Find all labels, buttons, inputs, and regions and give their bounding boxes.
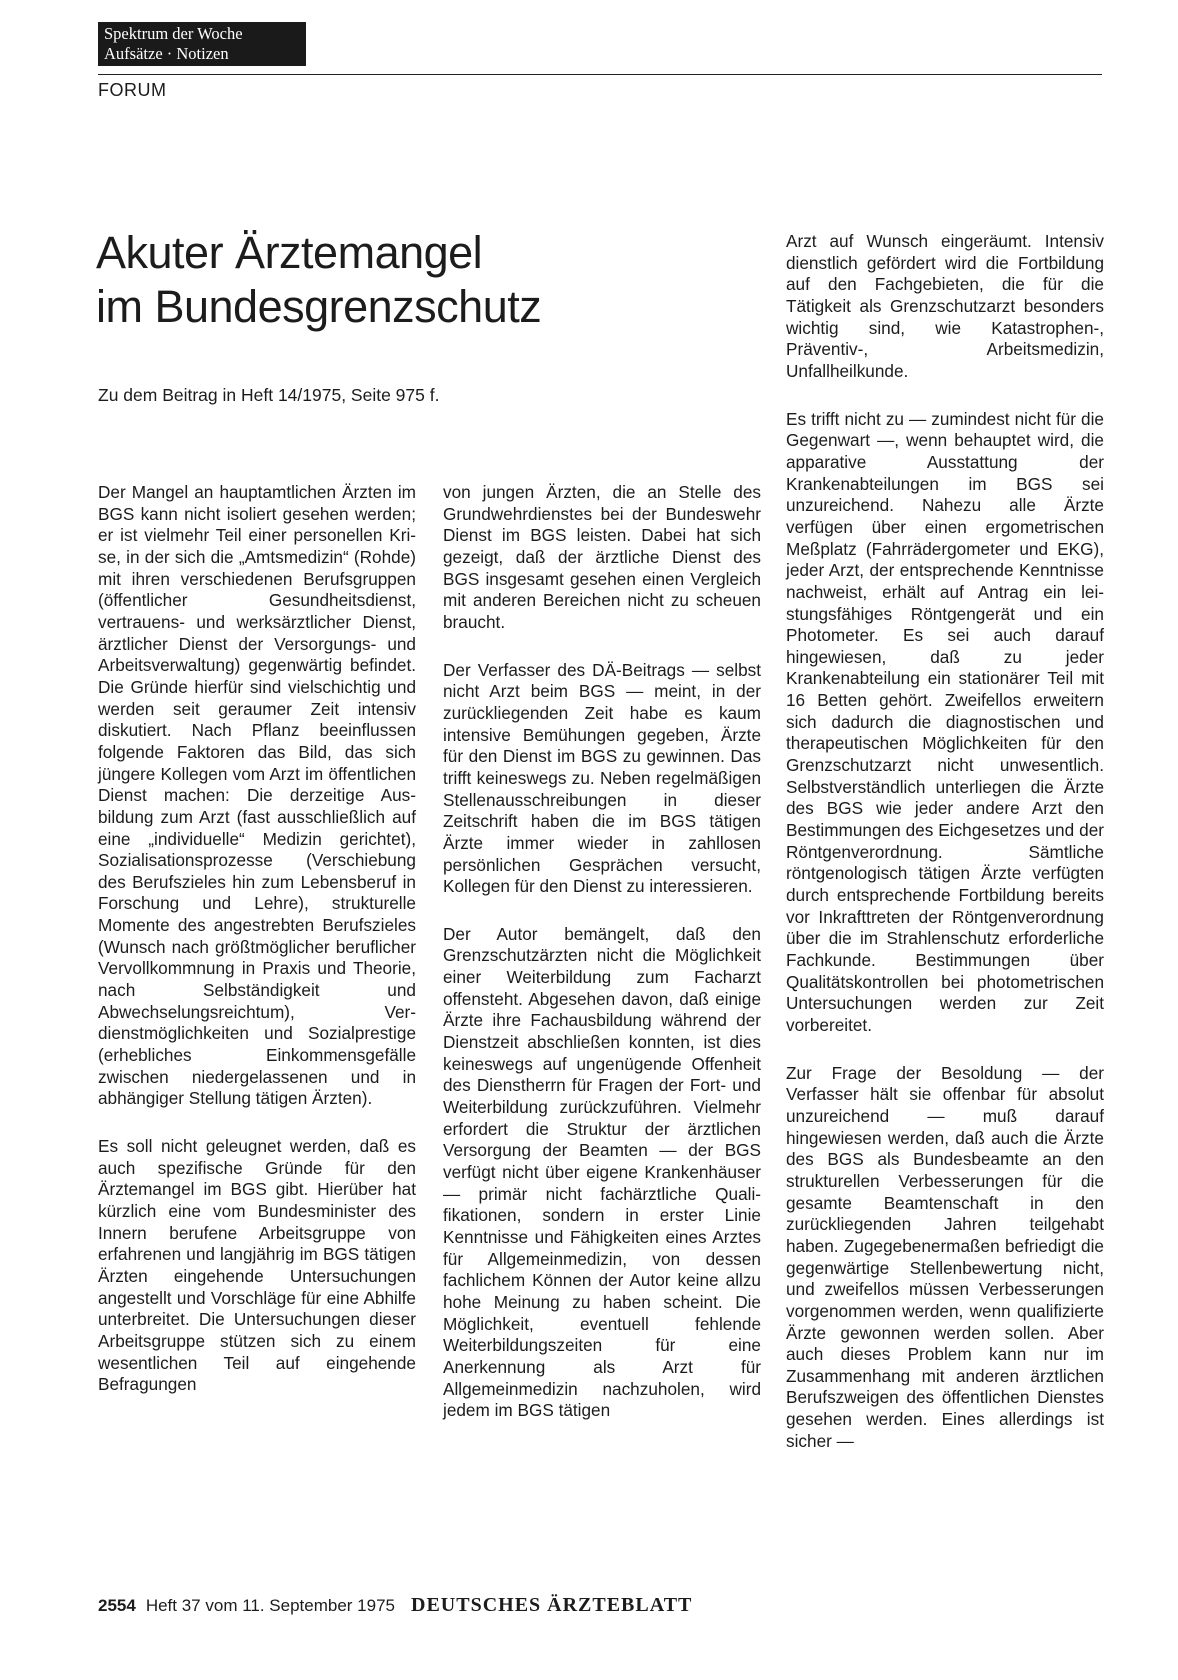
section-label: FORUM — [98, 80, 167, 100]
issue-info: Heft 37 vom 11. September 1975 — [145, 1596, 395, 1615]
section-badge — [98, 22, 306, 66]
paragraph: Der Autor bemängelt, daß den Grenzschutzärzten nicht die Möglichkeit einer Weiterbildung zum Facharzt offensteht. Abgesehen davon, daß einige Ärzte ihre Fachausbildung während der Dienstzeit abschließen konnten, ist dies keineswegs auf ungenügende Offenheit des Dienstherrn für Fragen der Fort- und Weiterbildung zurückzuführen. Vielmehr erfordert die Struktur der ärztlichen Versorgung der Beamten — der BGS verfügt nicht über eigene Krankenhäuser — primär nicht fachärztliche Qualifikationen, sondern in erster Linie Kenntnisse und Fähigkeiten eines Arztes für Allgemeinmedizin, von dessen fachlichem Können der Autor keine allzu hohe Meinung zu haben scheint. Die Möglichkeit, eventuell fehlende Weiterbildungszeiten für eine Anerkennung als Arzt für Allgemeinmedizin nachzuholen, wird jedem im BGS tätigen — [443, 923, 761, 1421]
paragraph: von jungen Ärzten, die an Stelle des Grundwehrdienstes bei der Bundeswehr Dienst im BGS leisten. Dabei hat sich gezeigt, daß der ärztliche Dienst des BGS insgesamt gesehen einen Vergleich mit anderen Bereichen nicht zu scheuen braucht. — [443, 482, 761, 632]
paragraph: Arzt auf Wunsch eingeräumt. Intensiv dienstlich gefördert wird die Fortbildung auf den Fachgebieten, die für die Tätigkeit als Grenzschutzarzt besonders wichtig sind, wie Katastrophen-, Präventiv-, Arbeitsmedizin, Unfallheilkunde. — [786, 231, 1104, 381]
paragraph: Es trifft nicht zu — zumindest nicht für die Gegenwart —, wenn behauptet wird, die apparative Ausstattung der Krankenabteilungen im BGS sei unzureichend. Nahezu alle Ärzte verfügen über einen ergometrischen Meßplatz (Fahrrädergometer und EKG), jeder Arzt, der entsprechende Kenntnisse nachweist, erhält auf Antrag ein leistungsfähiges Röntgengerät und ein Photometer. Es sei auch darauf hingewiesen, daß zu jeder Krankenabteilung ein stationärer Teil mit 16 Betten gehört. Zweifellos erweitern sich dadurch die diagnostischen und therapeutischen Möglichkeiten für den Grenzschutzarzt nicht unwesentlich. Selbstverständlich unterliegen die Ärzte des BGS wie jeder andere Arzt den Bestimmungen des Eichgesetzes und der Röntgenverordnung. Sämtliche röntgenologisch tätigen Ärzte verfügten durch entsprechende Fortbildung bereits vor Inkrafttreten der Röntgenverordnung über die im Strahlenschutz erforderliche Fachkunde. Bestimmungen über Qualitätskontrollen bei photometrischen Untersuchungen werden zur Zeit vorbereitet. — [786, 408, 1104, 1035]
paragraph: Zur Frage der Besoldung — der Verfasser hält sie offenbar für absolut unzureichend — muß darauf hingewiesen werden, daß auch die Ärzte des BGS als Bundesbeamte an den strukturellen Verbesserungen für die gesamte Beamtenschaft in den zurückliegenden Jahren teilgehabt haben. Zugegebenermaßen befriedigt die gegenwärtige Stellenbewertung nicht, und zweifellos müssen Verbesserungen vorgenommen werden, wenn qualifizierte Ärzte gewonnen werden sollen. Aber auch dieses Problem kann nur im Zusammenhang mit anderen ärztlichen Berufszweigen des öffentlichen Dienstes gesehen werden. Eines allerdings ist sicher — — [786, 1062, 1104, 1451]
paragraph: Der Mangel an hauptamtlichen Ärzten im BGS kann nicht isoliert gesehen werden; er ist vielmehr Teil einer personellen Krise, in der sich die „Amtsmedizin“ (Rohde) mit ihren verschiedenen Berufsgruppen (öffentlicher Gesundheitsdienst, vertrauens- und werksärztlicher Dienst, ärztlicher Dienst der Versorgungs- und Arbeitsverwaltung) gegenwärtig befindet. Die Gründe hierfür sind vielschichtig und werden seit geraumer Zeit intensiv diskutiert. Nach Pflanz beeinflussen folgende Faktoren das Bild, das sich jüngere Kollegen vom Arzt im öffentlichen Dienst machen: Die derzeitige Ausbildung zum Arzt (fast ausschließlich auf eine „individuelle“ Medizin gerichtet), Sozialisationsprozesse (Verschiebung des Berufszieles hin zum Lebensberuf in Forschung und Lehre), strukturelle Momente des angestrebten Berufszieles (Wunsch nach größtmöglicher beruflicher Vervollkommnung in Praxis und Theorie, nach Selbständigkeit und Abwechselungsreichtum), Verdienstmöglichkeiten und Sozialprestige (erhebliches Einkommensgefälle zwischen niedergelassenen und in abhängiger Stellung tätigen Ärzten). — [98, 482, 416, 1109]
page-footer — [98, 1594, 692, 1617]
page-number: 2554 — [98, 1596, 136, 1615]
header-rule — [98, 74, 1102, 75]
paragraph: Es soll nicht geleugnet werden, daß es auch spezifische Gründe für den Ärztemangel im BGS gibt. Hierüber hat kürzlich eine vom Bundesminister des Innern berufene Arbeitsgruppe von erfahrenen und langjährig im BGS tätigen Ärzten eingehende Untersuchungen angestellt und Vorschläge für eine Abhilfe unterbreitet. Die Untersuchungen dieser Arbeitsgruppe stützen sich zu einem wesentlichen Teil auf eingehende Befragungen — [98, 1136, 416, 1395]
text-column-3 — [786, 231, 1104, 1478]
section-badge-line2: Aufsätze · Notizen — [104, 44, 229, 63]
journal-name: DEUTSCHES ÄRZTEBLATT — [411, 1594, 693, 1616]
article-title-line2: im Bundesgrenzschutz — [96, 281, 542, 332]
article-title-line1: Akuter Ärztemangel — [96, 227, 483, 278]
section-badge-line1: Spektrum der Woche — [104, 24, 243, 43]
text-column-1 — [98, 482, 416, 1422]
article-title — [96, 226, 541, 334]
paragraph: Der Verfasser des DÄ-Beitrags — selbst nicht Arzt beim BGS — meint, in der zurückliegenden Zeit habe es kaum intensive Bemühungen gegeben, Ärzte für den Dienst im BGS zu gewinnen. Das trifft keineswegs zu. Neben regelmäßigen Stellenausschreibungen in dieser Zeitschrift haben die im BGS tätigen Ärzte immer wieder in zahllosen persönlichen Gesprächen versucht, Kollegen für den Dienst zu interessieren. — [443, 659, 761, 897]
article-reference: Zu dem Beitrag in Heft 14/1975, Seite 975 f. — [98, 385, 440, 405]
text-column-2 — [443, 482, 761, 1448]
